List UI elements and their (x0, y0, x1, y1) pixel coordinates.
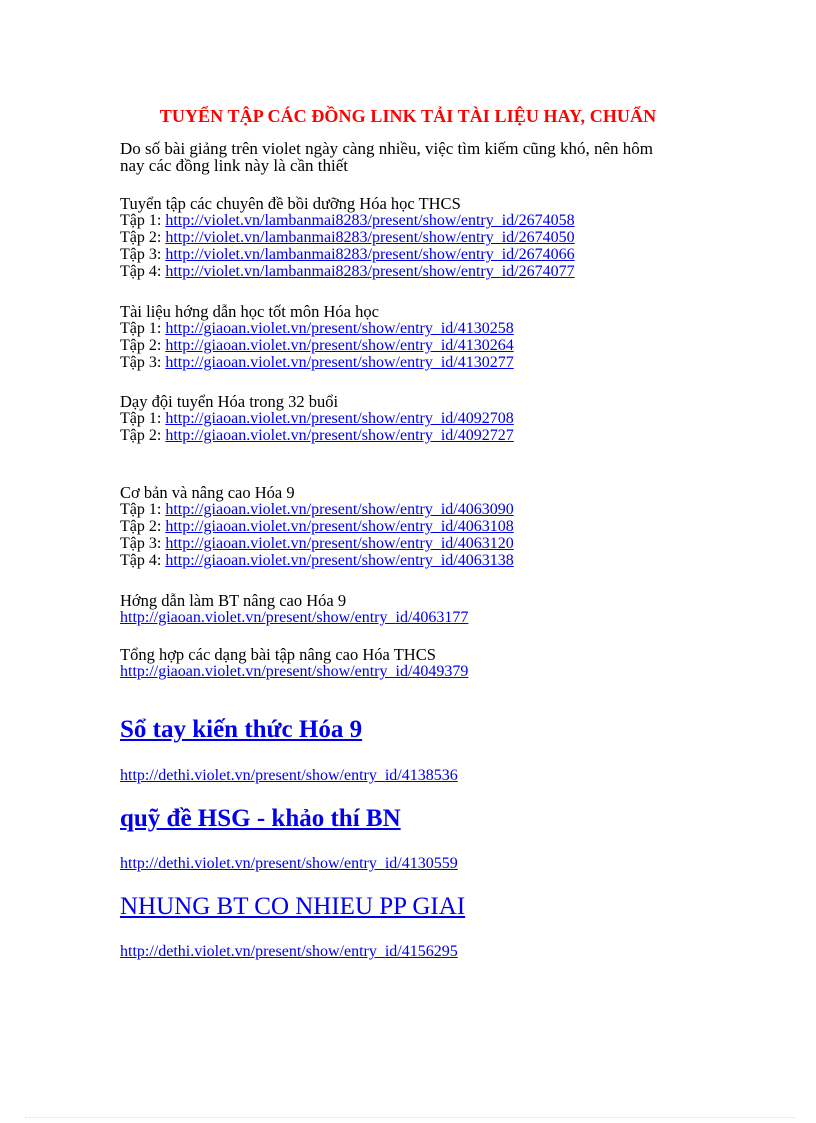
entry-link[interactable]: http://dethi.violet.vn/present/show/entry_id/4138536 (120, 767, 458, 784)
entry-link[interactable]: http://violet.vn/lambanmai8283/present/show/entry_id/2674058 (165, 212, 575, 229)
entry-link[interactable]: http://giaoan.violet.vn/present/show/entry_id/4063108 (165, 518, 514, 535)
section-chuyen-de (120, 195, 575, 280)
section-bt-nang-cao (120, 592, 468, 626)
entry-link[interactable]: http://giaoan.violet.vn/present/show/entry_id/4063120 (165, 535, 514, 552)
link-line: Tập 2: http://giaoan.violet.vn/present/show/entry_id/4130264 (120, 337, 514, 354)
link-line (120, 663, 468, 680)
section-heading: Hớng dẫn làm BT nâng cao Hóa 9 (120, 591, 347, 610)
entry-link[interactable]: http://dethi.violet.vn/present/show/entry_id/4156295 (120, 943, 458, 960)
entry-link[interactable]: http://giaoan.violet.vn/present/show/entry_id/4063177 (120, 609, 469, 626)
page-title: TUYỂN TẬP CÁC ĐỒNG LINK TẢI TÀI LIỆU HAY, CHUẨN (159, 106, 657, 126)
featured-link-quy-de[interactable]: quỹ đề HSG - khảo thí BN (120, 805, 401, 832)
link-line: Tập 2: http://giaoan.violet.vn/present/show/entry_id/4092727 (120, 427, 514, 444)
entry-link[interactable]: http://violet.vn/lambanmai8283/present/show/entry_id/2674050 (165, 229, 575, 246)
entry-link[interactable]: http://giaoan.violet.vn/present/show/entry_id/4130258 (165, 320, 514, 337)
intro-paragraph: Do số bài giảng trên violet ngày càng nhiều, việc tìm kiếm cũng khó, nên hôm nay các đồng link này là cần thiết (120, 139, 654, 175)
link-line: Tập 4: http://giaoan.violet.vn/present/show/entry_id/4063138 (120, 552, 514, 569)
entry-link[interactable]: http://giaoan.violet.vn/present/show/entry_id/4063090 (165, 501, 514, 518)
entry-link[interactable]: http://giaoan.violet.vn/present/show/entry_id/4130277 (165, 354, 514, 371)
entry-link[interactable]: http://violet.vn/lambanmai8283/present/show/entry_id/2674077 (165, 263, 575, 280)
section-huong-dan (120, 303, 514, 371)
entry-link[interactable]: http://giaoan.violet.vn/present/show/entry_id/4063138 (165, 552, 514, 569)
link-line: Tập 1: http://violet.vn/lambanmai8283/present/show/entry_id/2674058 (120, 212, 575, 229)
section-heading: Tổng hợp các dạng bài tập nâng cao Hóa THCS (120, 645, 436, 664)
entry-link[interactable]: http://dethi.violet.vn/present/show/entry_id/4130559 (120, 855, 458, 872)
entry-link[interactable]: http://giaoan.violet.vn/present/show/entry_id/4049379 (120, 663, 469, 680)
featured-link-so-tay[interactable]: Sổ tay kiến thức Hóa 9 (120, 716, 363, 743)
section-doi-tuyen (120, 393, 514, 444)
link-line: Tập 3: http://violet.vn/lambanmai8283/present/show/entry_id/2674066 (120, 246, 575, 263)
section-heading: Tài liệu hớng dẫn học tốt môn Hóa học (120, 302, 379, 321)
section-tong-hop (120, 646, 468, 680)
section-heading: Cơ bản và nâng cao Hóa 9 (120, 483, 295, 502)
entry-link[interactable]: http://violet.vn/lambanmai8283/present/show/entry_id/2674066 (165, 246, 575, 263)
link-line: Tập 1: http://giaoan.violet.vn/present/show/entry_id/4063090 (120, 501, 514, 518)
link-line: Tập 2: http://violet.vn/lambanmai8283/present/show/entry_id/2674050 (120, 229, 575, 246)
link-line (120, 609, 468, 626)
page-bottom-divider (25, 1117, 795, 1118)
section-co-ban-nang-cao (120, 484, 514, 569)
link-line: Tập 1: http://giaoan.violet.vn/present/show/entry_id/4130258 (120, 320, 514, 337)
link-line: Tập 4: http://violet.vn/lambanmai8283/present/show/entry_id/2674077 (120, 263, 575, 280)
section-heading: Tuyển tập các chuyên đề bồi dưỡng Hóa học THCS (120, 194, 461, 213)
link-line: Tập 2: http://giaoan.violet.vn/present/show/entry_id/4063108 (120, 518, 514, 535)
featured-link-nhieu-pp[interactable]: NHUNG BT CO NHIEU PP GIAI (120, 893, 466, 920)
entry-link[interactable]: http://giaoan.violet.vn/present/show/entry_id/4092727 (165, 427, 514, 444)
entry-link[interactable]: http://giaoan.violet.vn/present/show/entry_id/4092708 (165, 410, 514, 427)
link-line: Tập 3: http://giaoan.violet.vn/present/show/entry_id/4130277 (120, 354, 514, 371)
link-line: Tập 1: http://giaoan.violet.vn/present/show/entry_id/4092708 (120, 410, 514, 427)
link-line: Tập 3: http://giaoan.violet.vn/present/show/entry_id/4063120 (120, 535, 514, 552)
entry-link[interactable]: http://giaoan.violet.vn/present/show/entry_id/4130264 (165, 337, 514, 354)
section-heading: Dạy đội tuyển Hóa trong 32 buổi (120, 392, 339, 411)
